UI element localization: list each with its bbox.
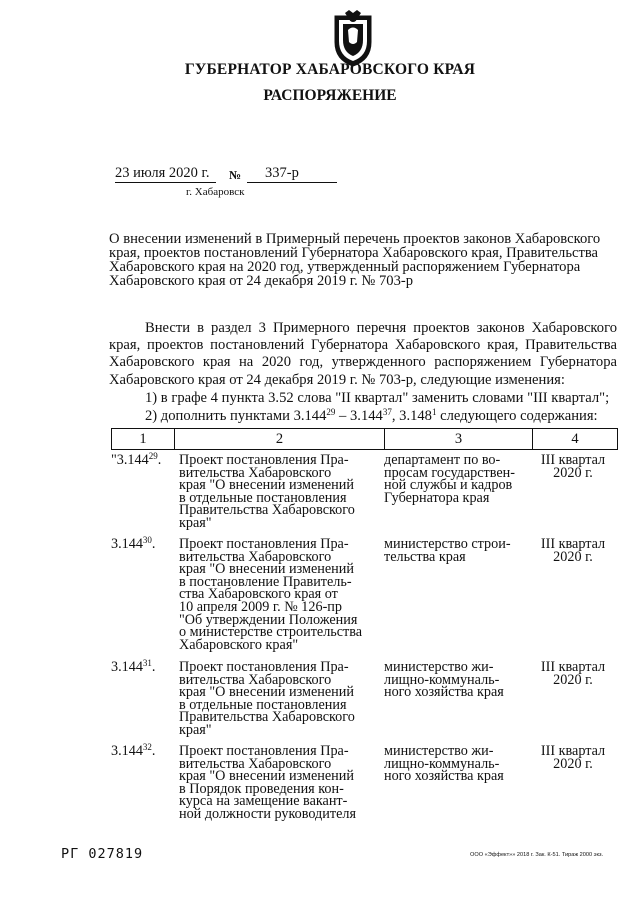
responsible-body-line: ного хозяйства края — [384, 768, 504, 785]
document-city: г. Хабаровск — [186, 186, 245, 198]
submission-period-line: III квартал — [540, 743, 606, 759]
project-title-line: ной должности руководителя — [179, 805, 356, 822]
submission-period-line: III квартал — [540, 659, 606, 675]
responsible-body-line: просам государствен- — [384, 464, 515, 481]
project-title-line: в отдельные постановления — [179, 696, 347, 713]
responsible-body-line: департамент по во- — [384, 452, 501, 468]
item2-sup-b: 37 — [382, 407, 392, 417]
number-label: № — [229, 168, 242, 182]
responsible-body-line: лищно-коммуналь- — [384, 671, 500, 688]
responsible-body-line: министерство строи- — [384, 536, 511, 552]
responsible-body — [384, 745, 532, 783]
project-title-line: края "О внесении изменений — [179, 561, 354, 578]
project-title-line: Хабаровского края" — [179, 636, 299, 653]
item2-text-c: , 3.148 — [391, 408, 432, 424]
item2-text-d: следующего содержания: — [436, 408, 598, 424]
intro-text: Внести в раздел 3 Примерного перечня проектов законов Хабаровского края, проектов постановлений Губернатора Хабаровского края, Правительства Хабаровского края на 2020 год, утвержденного распоряжением Губернатора Хабаровского края от 24 декабря 2019 г. № 703-р, следующие изменения: — [109, 320, 617, 388]
item2-text-a: 2) дополнить пунктами 3.144 — [145, 408, 327, 424]
project-title-line: вительства Хабаровского — [179, 755, 332, 772]
submission-period-line: 2020 г. — [553, 755, 593, 772]
responsible-body — [384, 538, 532, 563]
row-number-end: . — [151, 659, 156, 675]
form-serial-number: РГ 027819 — [61, 846, 144, 862]
submission-period — [531, 538, 615, 563]
row-number-sup: 30 — [142, 535, 152, 545]
document-number: 337-р — [247, 165, 337, 183]
responsible-body-line: ной службы и кадров — [384, 477, 513, 494]
project-title — [179, 538, 383, 651]
responsible-body-line: ного хозяйства края — [384, 684, 504, 701]
submission-period — [531, 745, 615, 770]
item2-sup-c: 1 — [431, 407, 437, 417]
project-title-line: вительства Хабаровского — [179, 548, 332, 565]
responsible-body-line: лищно-коммуналь- — [384, 755, 500, 772]
row-number-sup: 31 — [142, 658, 152, 668]
coat-of-arms-icon — [329, 8, 377, 68]
row-number-end: . — [151, 743, 156, 759]
project-title — [179, 454, 383, 530]
project-title-line: края" — [179, 514, 212, 531]
row-number-text: "3.144 — [111, 452, 149, 468]
project-title-line: вительства Хабаровского — [179, 671, 332, 688]
responsible-body-line: министерство жи- — [384, 743, 494, 759]
row-number-sup: 32 — [142, 742, 152, 752]
row-number-text: 3.144 — [111, 659, 143, 675]
row-number — [111, 451, 174, 468]
project-title-line: в Порядок проведения кон- — [179, 780, 344, 797]
intro-paragraph — [109, 320, 617, 389]
submission-period — [531, 454, 615, 479]
project-title-line: курса на замещение вакант- — [179, 793, 348, 810]
row-number-text: 3.144 — [111, 743, 143, 759]
submission-period-line: III квартал — [540, 452, 606, 468]
responsible-body — [384, 661, 532, 699]
amendments-table — [111, 428, 618, 858]
amendment-item-2 — [145, 408, 598, 425]
responsible-body-line: тельства края — [384, 548, 466, 565]
project-title-line: Проект постановления Пра- — [179, 452, 349, 468]
project-title-line: в постановление Правитель- — [179, 573, 352, 590]
table-header-cell: 2 — [174, 428, 384, 450]
project-title-line: Проект постановления Пра- — [179, 659, 349, 675]
table-header-cell: 3 — [384, 428, 532, 450]
submission-period-line: 2020 г. — [553, 464, 593, 481]
printer-imprint: ООО «Эффект»» 2018 г. Зак. К-51. Тираж 2000 экз. — [470, 852, 604, 858]
responsible-body-line: Губернатора края — [384, 489, 490, 506]
submission-period-line: 2020 г. — [553, 671, 593, 688]
project-title-line: Правительства Хабаровского — [179, 709, 355, 726]
item2-sup-a: 29 — [326, 407, 336, 417]
project-title-line: края "О внесении изменений — [179, 684, 354, 701]
project-title-line: "Об утверждении Положения — [179, 611, 358, 628]
responsible-body-line: министерство жи- — [384, 659, 494, 675]
project-title — [179, 745, 383, 821]
document-subject: О внесении изменений в Примерный перечень проектов законов Хабаровского края, проектов постановлений Губернатора Хабаровского края, Правительства Хабаровского края на 2020 год, утвержденный распоряжением Губернатора Хабаровского края от 24 декабря 2019 г. № 703-р — [109, 231, 601, 289]
submission-period — [531, 661, 615, 686]
project-title-line: 10 апреля 2009 г. № 126-пр — [179, 598, 342, 615]
row-number-end: . — [157, 452, 162, 468]
table-header-cell: 1 — [111, 428, 174, 450]
row-number-end: . — [151, 536, 156, 552]
table-header-cell: 4 — [532, 428, 618, 450]
project-title-line: ства Хабаровского края от — [179, 586, 338, 603]
project-title-line: Проект постановления Пра- — [179, 743, 349, 759]
project-title-line: Правительства Хабаровского — [179, 502, 355, 519]
project-title-line: края "О внесении изменений — [179, 768, 354, 785]
row-number — [111, 535, 174, 552]
document-date: 23 июля 2020 г. — [115, 165, 216, 183]
item2-text-b: – 3.144 — [335, 408, 383, 424]
project-title-line: вительства Хабаровского — [179, 464, 332, 481]
row-number — [111, 742, 174, 759]
project-title — [179, 661, 383, 737]
row-number-text: 3.144 — [111, 536, 143, 552]
amendment-item-1: 1) в графе 4 пункта 3.52 слова "II квартал" заменить словами "III квартал"; — [145, 390, 610, 406]
project-title-line: Проект постановления Пра- — [179, 536, 349, 552]
responsible-body — [384, 454, 532, 504]
submission-period-line: III квартал — [540, 536, 606, 552]
project-title-line: о министерстве строительства — [179, 624, 363, 641]
document-type: РАСПОРЯЖЕНИЕ — [263, 87, 397, 104]
issuing-authority: ГУБЕРНАТОР ХАБАРОВСКОГО КРАЯ — [184, 61, 476, 78]
project-title-line: края" — [179, 721, 212, 738]
project-title-line: края "О внесении изменений — [179, 477, 354, 494]
project-title-line: в отдельные постановления — [179, 489, 347, 506]
row-number-sup: 29 — [148, 451, 158, 461]
submission-period-line: 2020 г. — [553, 548, 593, 565]
row-number — [111, 658, 174, 675]
